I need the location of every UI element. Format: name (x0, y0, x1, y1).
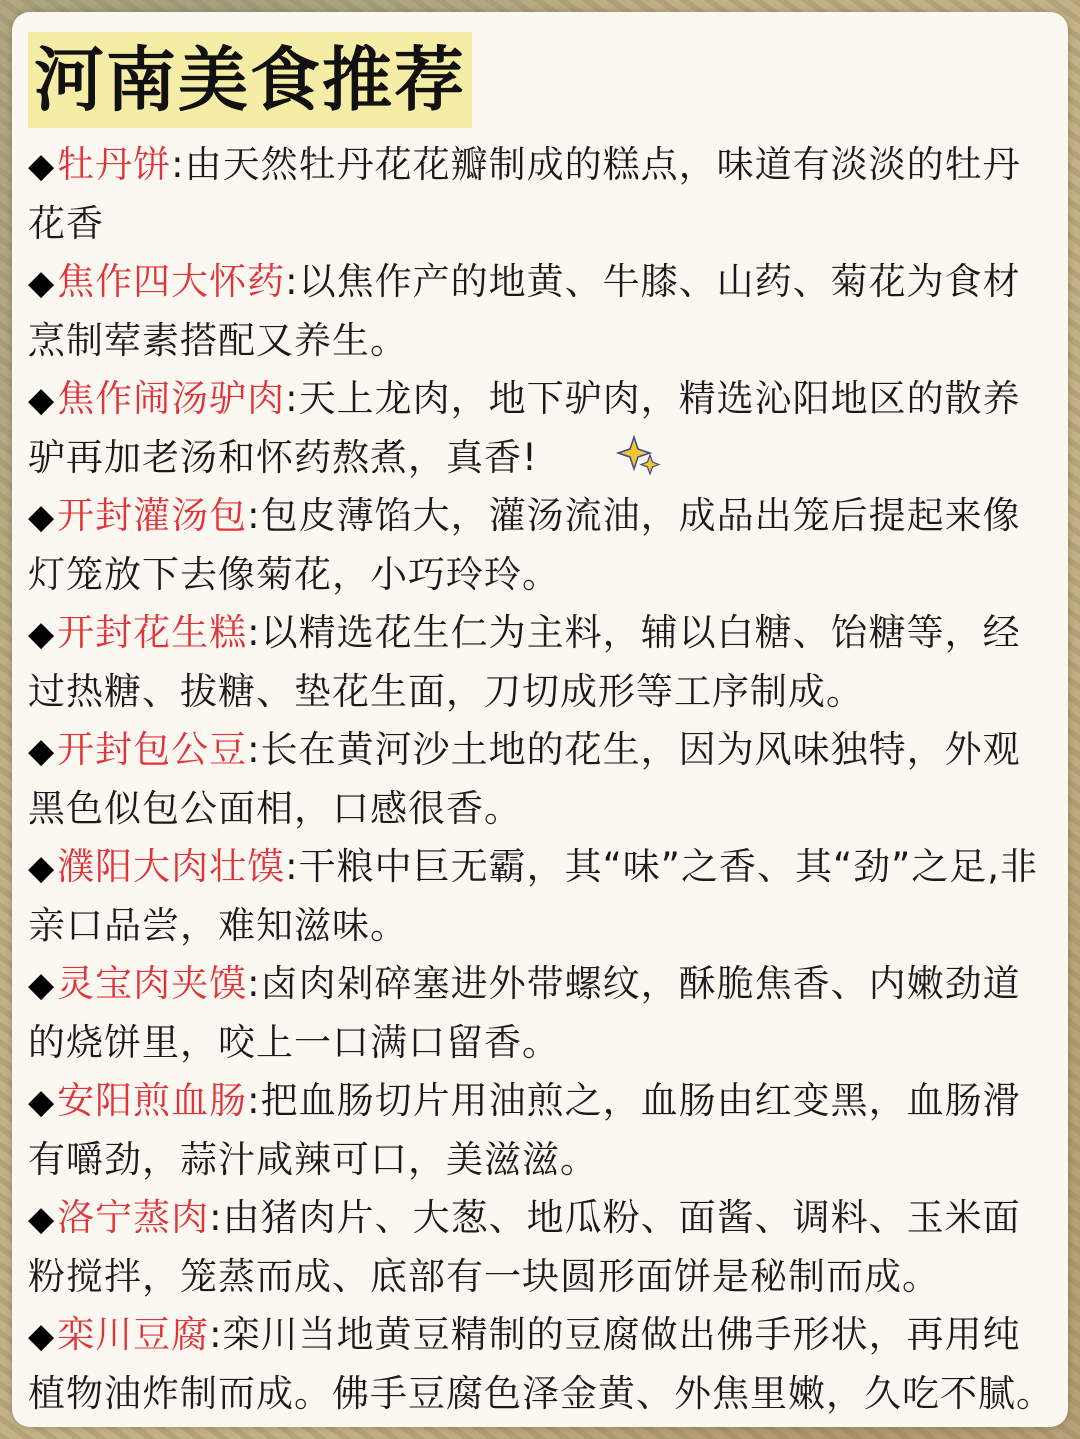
food-description: :把血肠切片用油煎之，血肠由红变黑，血肠滑有嚼劲，蒜汁咸辣可口，美滋滋。 (28, 1079, 1021, 1181)
diamond-bullet-icon: ◆ (28, 146, 56, 186)
food-item-peony-cake (28, 136, 1058, 253)
food-item-luoning-steamed-pork (28, 1189, 1058, 1306)
diamond-bullet-icon: ◆ (28, 263, 56, 303)
food-description: :长在黄河沙土地的花生，因为风味独特，外观黑色似包公面相，口感很香。 (28, 728, 1021, 830)
food-name: 开封花生糕 (57, 611, 248, 654)
food-item-kaifeng-peanut-cake (28, 604, 1058, 721)
food-name: 洛宁蒸肉 (57, 1196, 210, 1239)
food-description: :卤肉剁碎塞进外带螺纹，酥脆焦香、内嫩劲道的烧饼里，咬上一口满口留香。 (28, 962, 1021, 1064)
food-name: 焦作闹汤驴肉 (57, 377, 286, 420)
diamond-bullet-icon: ◆ (28, 731, 56, 771)
food-name: 开封包公豆 (57, 728, 248, 771)
food-description: :栾川当地黄豆精制的豆腐做出佛手形状，再用纯植物油炸制而成。佛手豆腐色泽金黄、外焦里嫩，久吃不腻。 (28, 1313, 1054, 1415)
food-description: :干粮中巨无霸，其“味”之香、其“劲”之足,非亲口品尝，难知滋味。 (28, 845, 1039, 947)
food-item-jiaozuo-donkey (28, 370, 1058, 487)
diamond-bullet-icon: ◆ (28, 614, 56, 654)
food-name: 灵宝肉夹馍 (57, 962, 248, 1005)
diamond-bullet-icon: ◆ (28, 848, 56, 888)
food-item-kaifeng-baogong-bean (28, 721, 1058, 838)
food-list (28, 136, 1058, 1423)
food-description: :由天然牡丹花花瓣制成的糕点，味道有淡淡的牡丹花香 (28, 143, 1021, 245)
food-description: :由猪肉片、大葱、地瓜粉、面酱、调料、玉米面粉搅拌，笼蒸而成、底部有一块圆形面饼是秘制而成。 (28, 1196, 1021, 1298)
food-description: :天上龙肉，地下驴肉，精选沁阳地区的散养驴再加老汤和怀药熬煮，真香! (28, 377, 1021, 479)
food-name: 开封灌汤包 (57, 494, 248, 537)
food-name: 濮阳大肉壮馍 (57, 845, 286, 888)
food-item-lingbao-roujiamo (28, 955, 1058, 1072)
food-name: 牡丹饼 (57, 143, 172, 186)
food-description: :以焦作产的地黄、牛膝、山药、菊花为食材烹制荤素搭配又养生。 (28, 260, 1021, 362)
diamond-bullet-icon: ◆ (28, 965, 56, 1005)
food-item-anyang-blood-sausage (28, 1072, 1058, 1189)
food-description: :以精选花生仁为主料，辅以白糖、饴糖等，经过热糖、拔糖、垫花生面，刀切成形等工序制成。 (28, 611, 1021, 713)
food-item-luanchuan-tofu (28, 1306, 1058, 1423)
food-name: 安阳煎血肠 (57, 1079, 248, 1122)
diamond-bullet-icon: ◆ (28, 380, 56, 420)
food-item-kaifeng-soup-bun (28, 487, 1058, 604)
food-item-jiaozuo-herbs (28, 253, 1058, 370)
title-highlight (28, 32, 472, 128)
diamond-bullet-icon: ◆ (28, 497, 56, 537)
diamond-bullet-icon: ◆ (28, 1316, 56, 1356)
page-title: 河南美食推荐 (34, 39, 466, 121)
food-item-puyang-bun (28, 838, 1058, 955)
diamond-bullet-icon: ◆ (28, 1199, 56, 1239)
sparkle-icon (614, 435, 662, 477)
food-description: :包皮薄馅大，灌汤流油，成品出笼后提起来像灯笼放下去像菊花，小巧玲玲。 (28, 494, 1021, 596)
content-card (12, 12, 1068, 1427)
diamond-bullet-icon: ◆ (28, 1082, 56, 1122)
food-name: 焦作四大怀药 (57, 260, 286, 303)
food-name: 栾川豆腐 (57, 1313, 210, 1356)
